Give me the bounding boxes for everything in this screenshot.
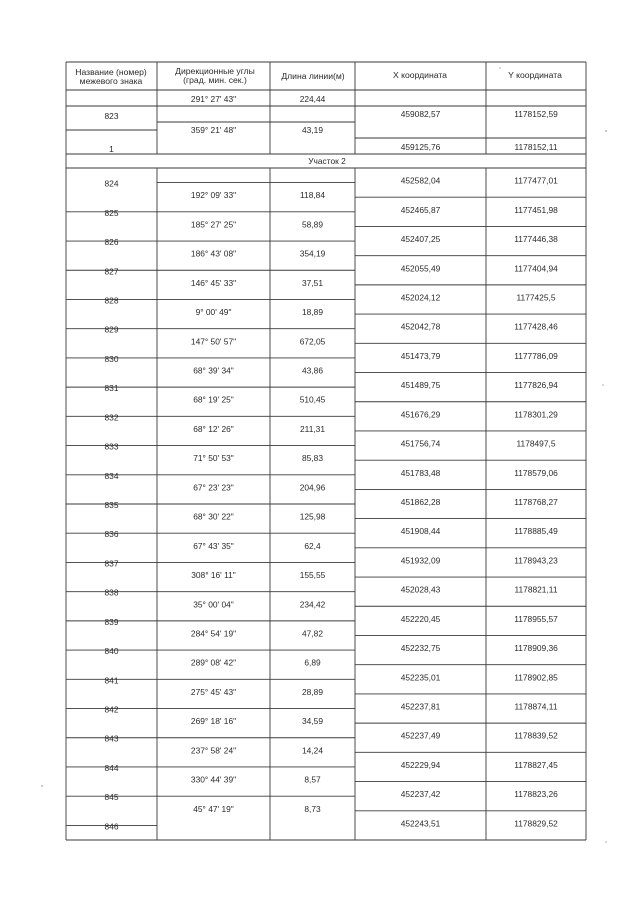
s2-segment-angle: 186° 43' 08" (190, 248, 237, 259)
s2-point-x: 451676,29 (400, 409, 441, 420)
s2-segment-angle: 146° 45' 33" (190, 277, 237, 288)
s2-segment-length: 58,89 (302, 219, 323, 230)
header-x-coordinate: X координата (393, 70, 447, 80)
s2-point-x: 451489,75 (400, 380, 441, 391)
s2-point-y: 1178874,11 (514, 701, 558, 712)
s2-point-y: 1177446,38 (514, 234, 558, 245)
s2-segment-length: 8,73 (304, 803, 321, 814)
s1-point-name: 823 (104, 111, 119, 121)
s2-point-y: 1178839,52 (514, 730, 558, 741)
s2-segment-angle: 71° 50' 53" (193, 453, 234, 464)
s2-segment-angle: 289° 08' 42" (190, 657, 237, 668)
s1-point-x: 459125,76 (400, 142, 441, 152)
s2-point-name: 841 (104, 675, 119, 686)
s2-segment-angle: 275° 45' 43" (190, 686, 237, 697)
s1-segment-length: 224,44 (299, 94, 326, 104)
s2-segment-angle: 147° 50' 57" (190, 336, 237, 347)
s2-point-y: 1178823,26 (514, 789, 558, 800)
s2-point-y: 1178821,11 (514, 584, 558, 595)
s2-point-y: 1177786,09 (514, 350, 558, 361)
s2-segment-length: 43,86 (302, 365, 323, 376)
s2-segment-length: 155,55 (299, 570, 326, 581)
s2-point-name: 833 (104, 441, 119, 452)
s2-point-y: 1178955,57 (514, 613, 558, 624)
s2-segment-length: 354,19 (299, 248, 326, 259)
s2-segment-angle: 68° 39' 34" (193, 365, 234, 376)
s2-point-y: 1177404,94 (514, 263, 558, 274)
s1-point-y: 1178152,59 (514, 109, 558, 119)
s2-segment-length: 204,96 (299, 482, 326, 493)
s2-point-name: 829 (104, 324, 119, 335)
s2-segment-length: 118,84 (300, 190, 325, 201)
s2-point-name: 842 (104, 704, 119, 715)
header-angle-line2: (град. мин. сек.) (183, 75, 247, 85)
s1-point-y: 1178152,11 (514, 142, 558, 152)
s2-point-x: 452055,49 (400, 263, 441, 274)
s2-segment-length: 18,89 (302, 307, 323, 318)
s2-segment-length: 34,59 (302, 716, 323, 727)
header-y-coordinate: Y координата (508, 70, 562, 80)
s2-point-y: 1178579,06 (514, 467, 558, 478)
s2-point-y: 1178827,45 (514, 759, 558, 770)
s2-point-name: 830 (104, 353, 119, 364)
s2-point-name: 828 (104, 295, 119, 306)
s2-point-y: 1177477,01 (514, 175, 558, 186)
s2-segment-angle: 192° 09' 33" (190, 190, 237, 201)
s2-segment-angle: 9° 00' 49" (195, 307, 232, 318)
s2-point-name: 844 (104, 762, 119, 773)
s2-point-name: 835 (104, 500, 119, 510)
s2-segment-length: 125,98 (299, 511, 326, 522)
s1-point-name: 1 (109, 144, 114, 154)
s2-point-name: 839 (104, 616, 119, 627)
s2-point-x: 452237,81 (400, 701, 441, 712)
s2-point-y: 1177425,5 (516, 292, 556, 303)
s2-point-name: 838 (104, 587, 119, 598)
s2-segment-angle: 68° 30' 22" (193, 511, 234, 522)
table-body (105, 94, 559, 831)
s2-segment-angle: 269° 18' 16" (190, 716, 237, 727)
s2-point-y: 1178943,23 (514, 555, 558, 566)
s2-point-y: 1178902,85 (514, 672, 558, 683)
s2-point-x: 452232,75 (400, 643, 441, 654)
s2-point-x: 452407,25 (400, 234, 441, 245)
s2-segment-length: 85,83 (302, 453, 323, 464)
s2-segment-angle: 35° 00' 04" (193, 599, 234, 610)
s2-segment-angle: 67° 23' 23" (193, 482, 234, 493)
s2-point-x: 451932,09 (400, 555, 441, 566)
s2-point-x: 452028,43 (400, 584, 441, 595)
s2-point-y: 1178885,49 (514, 526, 558, 537)
s2-point-y: 1178909,36 (514, 643, 558, 654)
s1-segment-angle: 359° 21' 48" (190, 125, 237, 135)
s2-segment-angle: 45° 47' 19" (193, 803, 234, 814)
s2-segment-angle: 67° 43' 35" (193, 540, 234, 551)
s2-point-x: 452243,51 (400, 818, 441, 829)
s2-point-name: 825 (104, 207, 119, 218)
s2-point-x: 451473,79 (400, 350, 441, 361)
s2-point-y: 1178301,29 (514, 409, 558, 420)
s2-segment-angle: 308° 16' 11" (191, 570, 236, 581)
s1-point-x: 459082,57 (400, 109, 441, 119)
s2-segment-length: 28,89 (302, 686, 323, 697)
header-name-line1: Название (номер) (75, 67, 147, 77)
s2-point-x: 451783,48 (400, 467, 441, 478)
s2-point-y: 1177826,94 (514, 380, 558, 391)
s2-point-name: 846 (104, 821, 119, 832)
s2-point-x: 452220,45 (400, 613, 441, 624)
s2-segment-length: 14,24 (302, 745, 323, 756)
s2-point-x: 451756,74 (400, 438, 441, 449)
s2-segment-length: 211,31 (300, 423, 325, 434)
s2-point-name: 831 (104, 383, 119, 394)
s2-segment-angle: 237° 58' 24" (190, 745, 237, 756)
s2-point-x: 452235,01 (400, 672, 441, 683)
table-grid (66, 62, 586, 840)
s2-point-name: 826 (104, 237, 119, 248)
s2-segment-length: 62,4 (304, 540, 321, 551)
s2-point-y: 1178497,5 (516, 438, 556, 449)
s2-segment-length: 510,45 (299, 394, 326, 405)
s2-point-x: 452229,94 (400, 759, 441, 770)
s2-segment-angle: 185° 27' 25" (190, 219, 237, 230)
s2-point-y: 1178768,27 (514, 497, 558, 507)
s2-point-x: 451908,44 (400, 526, 441, 537)
s2-point-y: 1177428,46 (514, 321, 558, 332)
s1-segment-angle: 291° 27' 43" (190, 94, 237, 104)
s2-segment-length: 672,05 (299, 336, 326, 347)
s2-segment-length: 234,42 (299, 599, 326, 610)
s2-point-y: 1177451,98 (514, 204, 558, 215)
s2-point-name: 837 (104, 558, 119, 569)
s2-point-name: 843 (104, 733, 119, 744)
s2-point-name: 824 (104, 178, 119, 189)
s2-segment-length: 6,89 (304, 657, 321, 668)
s2-segment-length: 47,82 (302, 628, 323, 639)
s2-point-x: 452237,49 (400, 730, 441, 741)
s2-point-name: 834 (104, 470, 119, 481)
header-angle-line1: Дирекционные углы (175, 66, 255, 76)
s2-segment-length: 37,51 (302, 277, 323, 288)
s2-point-name: 836 (104, 529, 119, 540)
s2-point-name: 840 (104, 646, 119, 657)
s1-segment-length: 43,19 (302, 125, 323, 135)
s2-segment-angle: 284° 54' 19" (190, 628, 237, 639)
s2-point-x: 452042,78 (400, 321, 441, 332)
s2-segment-angle: 68° 12' 26" (193, 423, 234, 434)
s2-point-x: 452465,87 (400, 204, 441, 215)
s2-point-x: 452237,42 (400, 789, 441, 800)
s2-point-name: 827 (104, 266, 119, 277)
s2-point-name: 832 (104, 412, 119, 423)
s2-point-name: 845 (104, 792, 119, 803)
section-subheading: Участок 2 (308, 156, 346, 166)
s2-point-x: 452582,04 (400, 175, 441, 186)
header-name-line2: межевого знака (79, 76, 143, 86)
s2-segment-length: 8,57 (304, 774, 321, 785)
s2-point-y: 1178829,52 (514, 818, 558, 829)
header-length: Длина линии(м) (281, 71, 345, 81)
s2-point-x: 451862,28 (400, 497, 441, 507)
s2-segment-angle: 330° 44' 39" (190, 774, 237, 785)
table-header (75, 66, 562, 86)
s2-point-x: 452024,12 (400, 292, 441, 303)
s2-segment-angle: 68° 19' 25" (193, 394, 234, 405)
